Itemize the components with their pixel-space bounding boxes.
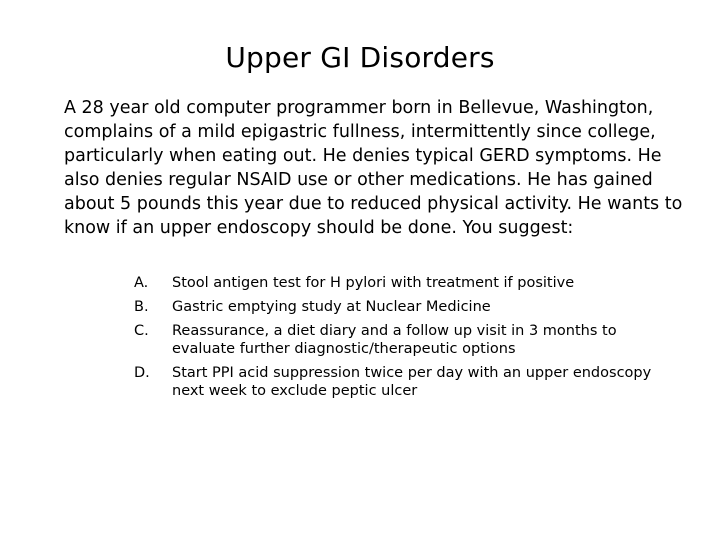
answer-option-d bbox=[134, 364, 674, 400]
option-text: Start PPI acid suppression twice per day with an upper endoscopy next week to exclude peptic ulcer bbox=[172, 365, 652, 399]
answer-options bbox=[134, 274, 674, 406]
option-letter: D. bbox=[134, 365, 150, 381]
option-text: Gastric emptying study at Nuclear Medicine bbox=[172, 299, 491, 315]
option-text: Reassurance, a diet diary and a follow up visit in 3 months to evaluate further diagnostic/therapeutic options bbox=[172, 323, 617, 357]
option-letter: B. bbox=[134, 299, 149, 315]
question-stem: A 28 year old computer programmer born in Bellevue, Washington, complains of a mild epigastric fullness, intermittently since college, particularly when eating out. He denies typical GERD symptoms. He also denies regular NSAID use or other medications. He has gained about 5 pounds this year due to reduced physical activity. He wants to know if an upper endoscopy should be done. You suggest: bbox=[64, 98, 683, 238]
slide-title: Upper GI Disorders bbox=[225, 41, 495, 74]
answer-option-c bbox=[134, 322, 674, 358]
answer-option-b bbox=[134, 298, 674, 316]
option-letter: A. bbox=[134, 275, 149, 291]
answer-option-a bbox=[134, 274, 674, 292]
option-text: Stool antigen test for H pylori with treatment if positive bbox=[172, 275, 575, 291]
option-letter: C. bbox=[134, 323, 149, 339]
